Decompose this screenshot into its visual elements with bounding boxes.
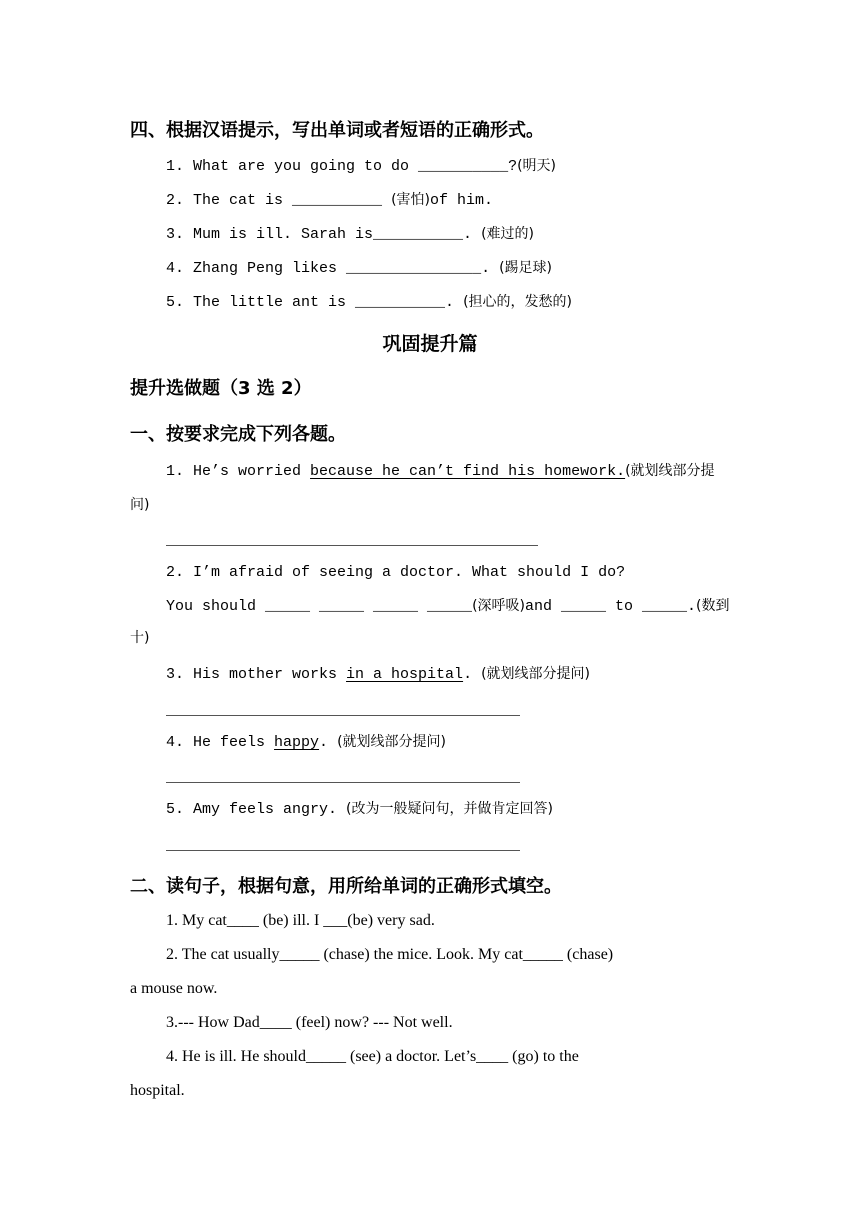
s4-item-3: 3. Mum is ill. Sarah is__________. (难过的): [166, 226, 535, 243]
answer-line-1[interactable]: [166, 545, 538, 546]
p1-q2-line1: 2. I’m afraid of seeing a doctor. What should I do?: [166, 564, 626, 581]
answer-line-3[interactable]: [166, 715, 520, 716]
p1-q2-wrap: 十): [130, 630, 150, 646]
p1-q4: 4. He feels happy. (就划线部分提问): [166, 734, 446, 751]
p1-q1-wrap: 问): [130, 497, 150, 513]
underlined-phrase: because he can’t find his homework.: [310, 463, 626, 480]
answer-line-4[interactable]: [166, 782, 520, 783]
consolidate-title: 巩固提升篇: [382, 333, 478, 355]
s4-item-2: 2. The cat is __________ (害怕)of him.: [166, 192, 494, 209]
part-1-heading: 一、按要求完成下列各题。: [130, 424, 346, 445]
p2-s1: 1. My cat____ (be) ill. I ___(be) very sad.: [166, 912, 435, 929]
answer-line-5[interactable]: [166, 850, 520, 851]
p1-q3: 3. His mother works in a hospital. (就划线部分提问): [166, 666, 591, 683]
s4-item-1: 1. What are you going to do __________?(明天): [166, 158, 557, 175]
section-4-heading: 四、根据汉语提示，写出单词或者短语的正确形式。: [130, 120, 544, 141]
p1-q2-line2: You should _____ _____ _____ _____(深呼吸)and _____ to _____.(数到: [166, 598, 730, 615]
underlined-phrase: happy: [274, 734, 320, 751]
part-2-heading: 二、读句子，根据句意，用所给单词的正确形式填空。: [130, 876, 562, 897]
p2-s4b: hospital.: [130, 1082, 185, 1099]
underlined-phrase: in a hospital: [346, 666, 464, 683]
p2-s4a: 4. He is ill. He should_____ (see) a doctor. Let’s____ (go) to the: [166, 1048, 579, 1065]
s4-item-4: 4. Zhang Peng likes _______________. (踢足球): [166, 260, 553, 277]
p1-q5: 5. Amy feels angry. (改为一般疑问句，并做肯定回答): [166, 801, 553, 818]
p1-q1: 1. He’s worried because he can’t find his homework.(就划线部分提: [166, 463, 715, 480]
p2-s2b: a mouse now.: [130, 980, 218, 997]
p2-s2a: 2. The cat usually_____ (chase) the mice. Look. My cat_____ (chase): [166, 946, 614, 963]
s4-item-5: 5. The little ant is __________. (担心的，发愁的): [166, 294, 572, 311]
optional-heading: 提升选做题（3 选 2）: [130, 378, 312, 399]
p2-s3: 3.--- How Dad____ (feel) now? --- Not well.: [166, 1014, 453, 1031]
